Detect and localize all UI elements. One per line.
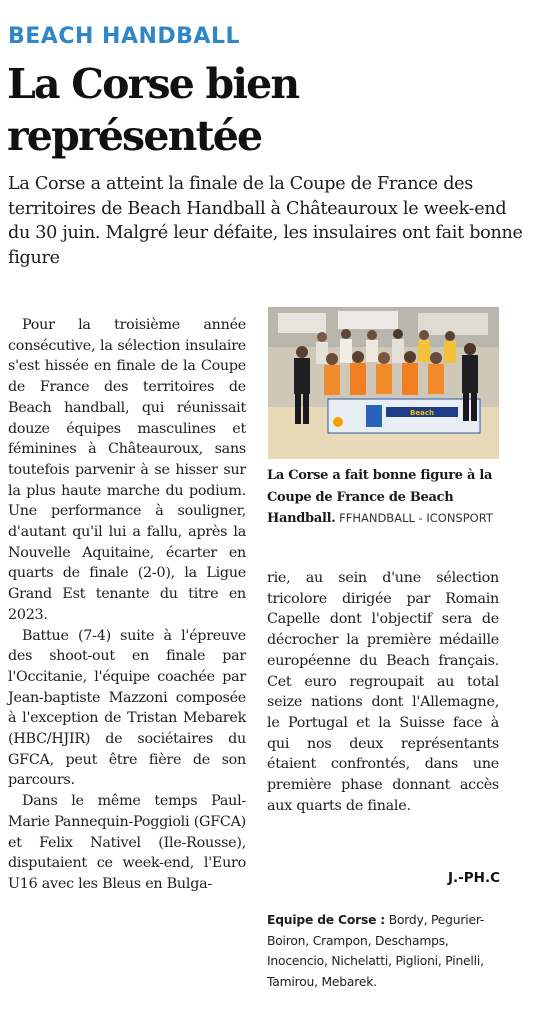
body-paragraph: rie, au sein d'une sélection tricolore dirigée par Romain Capelle dont l'objectif sera de décrocher la première médaille européenne du Beach français. Cet euro regroupait au total seize nations dont l'Allemagne, le Portugal et la Suisse face à qui nos deux représentants étaient confrontés, dans une première phase donnant accès aux quarts de finale. [267,570,499,814]
article-standfirst: La Corse a atteint la finale de la Coupe de France des territoires de Beach Handball à Châteauroux le week-end du 30 juin. Malgré leur défaite, les insulaires ont fait bonne figure [8,174,523,268]
photo-credit: FFHANDBALL - ICONSPORT [339,511,493,525]
article-headline: La Corse bien représentée [7,60,299,160]
article-column-2 [267,568,499,816]
body-paragraph: Pour la troisième année consécutive, la sélection insulaire s'est hissée en finale de la Coupe de France des territoires de Beach handball, qui réunissait douze équipes masculines et féminines à Châteauroux, sans toutefois parvenir à se hisser sur la plus haute marche du podium. Une performance à souligner, d'autant qu'il lui a fallu, après la Nouvelle Aquitaine, écarter en quarts de finale (2-0), la Ligue Grand Est tenante du titre en 2023. [8,317,246,623]
section-kicker: BEACH HANDBALL [8,24,240,49]
team-photo [268,307,499,459]
caption-text: La Corse a fait bonne figure à la Coupe de France de Beach Handball. [267,468,493,526]
team-players: Bordy, Pegurier-Boiron, Crampon, Deschamps, Inocencio, Nichelatti, Piglioni, Pinelli, Tamirou, Mebarek. [267,913,485,989]
banner-text: Beach [410,409,434,417]
team-roster [267,910,503,992]
author-signature: J.-PH.C [448,870,500,886]
article-column-1 [8,315,246,895]
team-label: Equipe de Corse : [267,913,386,927]
body-paragraph: Dans le même temps Paul-Marie Pannequin-Poggioli (GFCA) et Felix Nativel (Ile-Rousse), disputaient ce week-end, l'Euro U16 avec les Bleus en Bulga- [8,793,246,892]
photo-caption [267,465,499,530]
body-paragraph: Battue (7-4) suite à l'épreuve des shoot-out en finale par l'Occitanie, l'équipe coachée par Jean-baptiste Mazzoni composée à l'exception de Tristan Mebarek (HBC/HJIR) de sociétaires du GFCA, peut être fière de son parcours. [8,627,246,789]
team-photo-illustration [268,307,499,459]
